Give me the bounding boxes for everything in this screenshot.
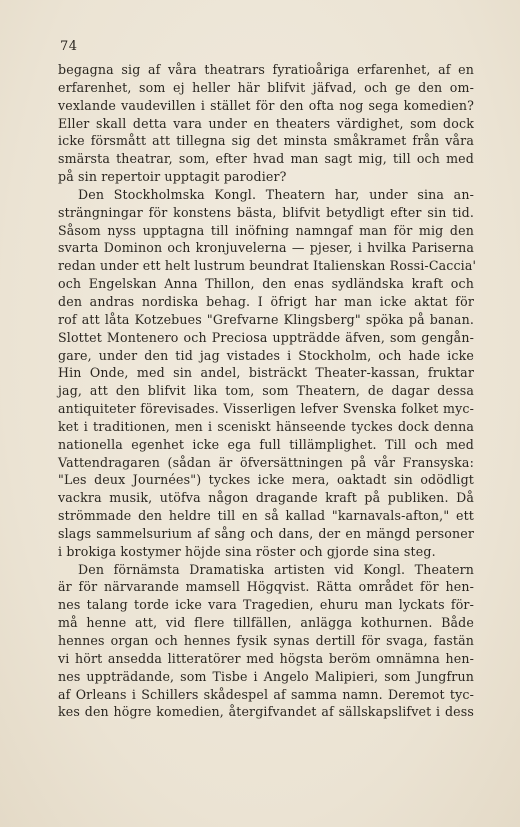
text-line: af Orleans i Schillers skådespel af samma namn. Deremot tyc- [58, 686, 474, 702]
page-number: 74 [60, 39, 78, 54]
text-line: Såsom nyss upptagna till inöfning namngaf man för mig den [58, 222, 474, 238]
text-line: Vattendragaren (sådan är öfversättningen på vår Fransyska: [58, 454, 474, 470]
text-line: vi hört ansedda litteratörer med högsta beröm omnämna hen- [58, 650, 474, 666]
text-line: hennes organ och hennes fysik synas dertill för svaga, fastän [58, 633, 474, 648]
text-line: vexlande vaudevillen i stället för den ofta nog sega komedien? [58, 97, 474, 113]
text-line: Eller skall detta vara under en theaters värdighet, som dock [58, 115, 474, 131]
text-line: rof att låta Kotzebues "Grefvarne Klingsberg" spöka på banan. [58, 311, 474, 327]
text-line: strängningar för konstens bästa, blifvit betydligt efter sin tid. [58, 204, 474, 220]
text-line: smärsta theatrar, som, efter hvad man sagt mig, till och med [58, 151, 474, 167]
text-line: Den förnämsta Dramatiska artisten vid Kongl. Theatern [78, 561, 474, 577]
text-line: vackra musik, utöfva någon dragande kraft på publiken. Då [58, 490, 474, 506]
text-line: kes den högre komedien, återgifvandet af sällskapslifvet i dess [58, 704, 474, 720]
text-line: nationella egenhet icke ega full tillämplighet. Till och med [58, 436, 474, 452]
text-line: må henne att, vid flere tillfällen, anlägga kothurnen. Både [58, 615, 474, 631]
text-line: på sin repertoir upptagit parodier? [58, 169, 287, 185]
text-line: Hin Onde, med sin andel, bisträckt Theater-kassan, fruktar [58, 365, 474, 381]
text-line: den andras nordiska behag. I öfrigt har man icke aktat för [58, 293, 474, 309]
text-line: icke försmått att tillegna sig det minsta småkramet från våra [58, 133, 474, 149]
text-line: slags sammelsurium af sång och dans, der en mängd personer [58, 525, 474, 541]
text-line: antiquiteter förevisades. Visserligen lefver Svenska folket myc- [58, 401, 474, 417]
text-line: svarta Dominon och kronjuvelerna — pjeser, i hvilka Pariserna [58, 240, 474, 256]
text-line: nes talang torde icke vara Tragedien, ehuru man lyckats för- [58, 597, 474, 613]
text-line: Den Stockholmska Kongl. Theatern har, under sina an- [78, 186, 474, 202]
text-line: "Les deux Journées") tyckes icke mera, oaktadt sin odödligt [58, 472, 474, 488]
text-line: gare, under den tid jag vistades i Stockholm, och hade icke [58, 347, 474, 363]
text-line: jag, att den blifvit lika tom, som Theatern, de dagar dessa [58, 383, 474, 399]
text-line: och Engelskan Anna Thillon, den enas sydländska kraft och [58, 276, 474, 292]
text-line: Slottet Montenero och Preciosa uppträdde äfven, som gengån- [58, 329, 474, 345]
text-line: redan under ett helt lustrum beundrat Italienskan Rossi-Caccia' [58, 258, 477, 274]
text-line: strömmade den heldre till en så kallad "karnavals-afton," ett [58, 508, 474, 524]
text-line: nes uppträdande, som Tisbe i Angelo Malipieri, som Jungfrun [58, 668, 474, 684]
body-text [58, 61, 477, 721]
text-line: i brokiga kostymer höjde sina röster och gjorde sina steg. [58, 543, 436, 559]
text-line: erfarenhet, som ej heller här blifvit jäfvad, och ge den om- [58, 79, 474, 95]
text-line: ket i traditionen, men i sceniskt hänseende tyckes dock denna [58, 418, 474, 434]
text-line: begagna sig af våra theatrars fyratioåriga erfarenhet, af en [58, 62, 474, 77]
text-line: är för närvarande mamsell Högqvist. Rätta området för hen- [58, 579, 474, 595]
